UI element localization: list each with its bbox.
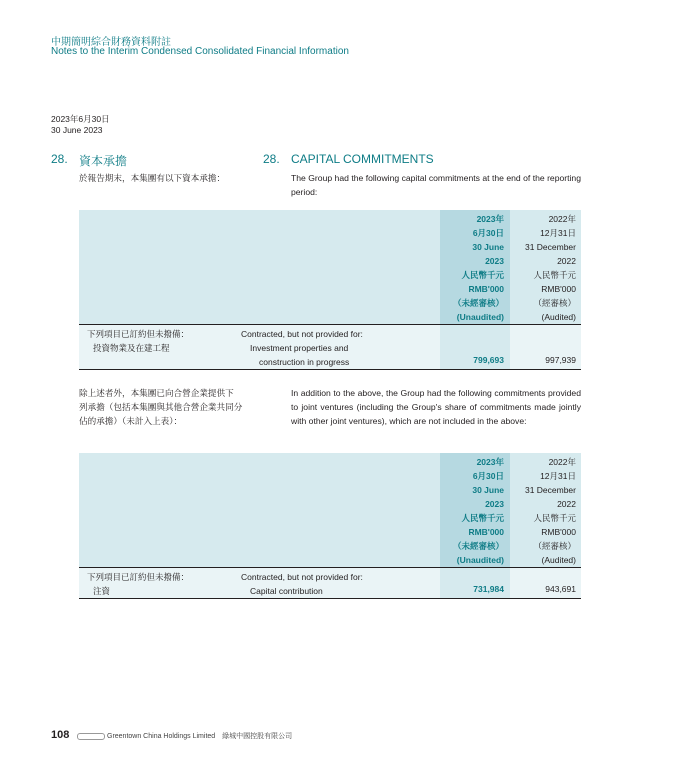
row-label-english-2: Investment properties and [250, 343, 349, 353]
capital-commitments-table [79, 210, 581, 370]
report-date-english: 30 June 2023 [51, 125, 103, 135]
page-number: 108 [51, 729, 70, 741]
header-col-2023: 2023年 6月30日 30 June 2023 人民幣千元 RMB'000 （未經審核） (Unaudited) [452, 214, 504, 322]
middle-paragraph-english: In addition to the above, the Group had the following commitments provided to joint ventures (including the Group's share of commitments made jointly with other joint ventures), which are not included in the above: [291, 388, 581, 426]
header-col-2023: 2023年 6月30日 30 June 2023 人民幣千元 RMB'000 （未經審核） (Unaudited) [452, 457, 504, 565]
row-label-chinese-1: 下列項目已訂約但未撥備： [87, 329, 190, 339]
row-label-chinese-1: 下列項目已訂約但未撥備： [87, 572, 190, 582]
middle-paragraph-chinese: 除上述者外，本集團已向合營企業提供下 列承擔（包括本集團與其他合營企業共同分 佔的承擔）（未計入上表）： [79, 388, 243, 426]
footer-decoration [77, 733, 105, 740]
header-col-2022: 2022年 12月31日 31 December 2022 人民幣千元 RMB'000 （經審核） (Audited) [524, 457, 576, 565]
row-label-english-1: Contracted, but not provided for: [241, 329, 363, 339]
value-2023: 731,984 [473, 584, 504, 594]
section-number-english: 28. [263, 152, 280, 166]
table-rule-bottom [79, 598, 581, 599]
report-date-chinese: 2023年6月30日 [51, 114, 110, 124]
row-label-english-1: Contracted, but not provided for: [241, 572, 363, 582]
section-title-english: CAPITAL COMMITMENTS [291, 152, 434, 166]
section-number-chinese: 28. [51, 152, 68, 166]
header-col-2022: 2022年 12月31日 31 December 2022 人民幣千元 RMB'000 （經審核） (Audited) [524, 214, 576, 322]
value-2022: 943,691 [545, 584, 576, 594]
joint-venture-commitments-table [79, 453, 581, 599]
running-header-english: Notes to the Interim Condensed Consolidated Financial Information [51, 46, 349, 57]
section-title-chinese: 資本承擔 [79, 154, 128, 168]
value-2023: 799,693 [473, 355, 504, 365]
footer-company-name: Greentown China Holdings Limited 綠城中國控股有限公司 [107, 733, 293, 740]
row-label-english-2: Capital contribution [250, 586, 323, 596]
value-2022: 997,939 [545, 355, 576, 365]
running-header-chinese: 中期簡明綜合財務資料附註 [51, 37, 171, 48]
intro-chinese: 於報告期末，本集團有以下資本承擔： [79, 173, 226, 183]
row-label-english-3: construction in progress [259, 357, 350, 367]
row-label-chinese-2: 注資 [93, 586, 111, 596]
row-label-chinese-2: 投資物業及在建工程 [93, 343, 170, 353]
table-rule-bottom [79, 369, 581, 370]
intro-english: The Group had the following capital commitments at the end of the reporting period: [291, 173, 581, 197]
